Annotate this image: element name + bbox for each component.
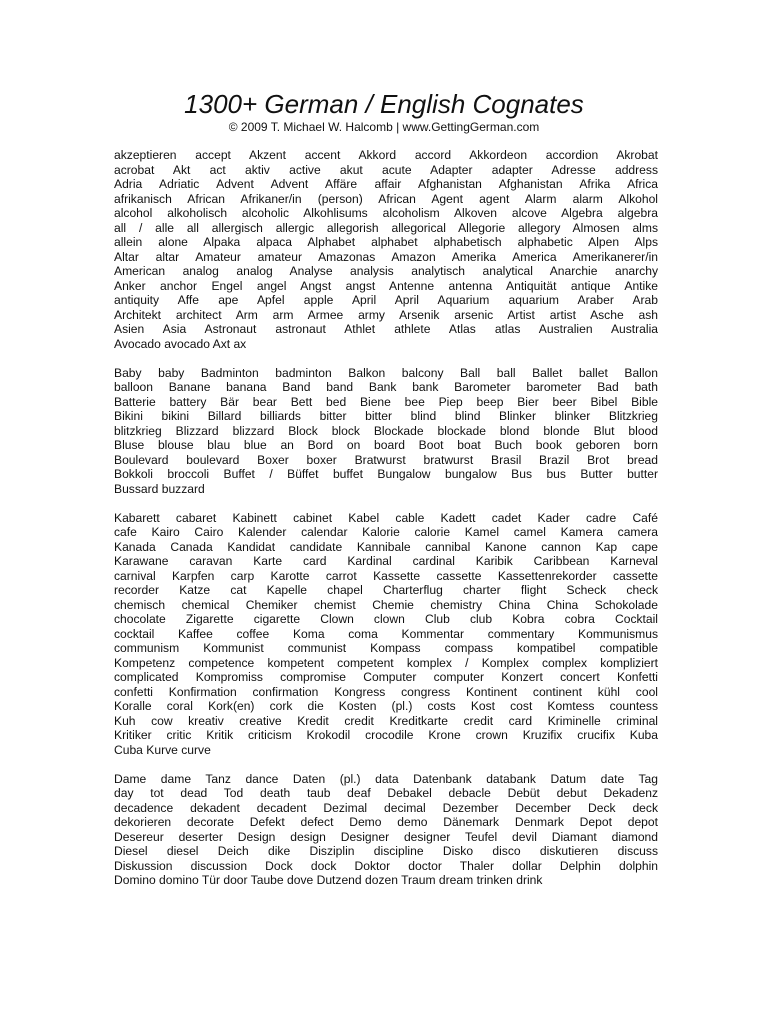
text-line: recorder Katze cat Kapelle chapel Charterflug charter flight Scheck check (114, 583, 658, 597)
page-title: 1300+ German / English Cognates (184, 89, 584, 119)
text-line: Cuba Kurve curve (114, 742, 211, 757)
text-line: chemisch chemical Chemiker chemist Chemie chemistry China China Schokolade (114, 597, 658, 612)
text-line: Diskussion discussion Dock dock Doktor doctor Thaler dollar Delphin dolphin (114, 858, 658, 873)
text-line: Baby baby Badminton badminton Balkon balcony Ball ball Ballet ballet Ballon (114, 365, 658, 380)
text-line: antiquity Affe ape Apfel apple April April Aquarium aquarium Araber Arab (114, 293, 658, 307)
text-line: American analog analog Analyse analysis analytisch analytical Anarchie anarchy (114, 264, 658, 278)
text-line: carnival Karpfen carp Karotte carrot Kassette cassette Kassettenrekorder cassette (114, 568, 658, 583)
text-line: Diesel diesel Deich dike Disziplin discipline Disko disco diskutieren discuss (114, 844, 658, 858)
text-line: allein alone Alpaka alpaca Alphabet alphabet alphabetisch alphabetic Alpen Alps (114, 235, 658, 249)
text-line: balloon Banane banana Band band Bank bank Barometer barometer Bad bath (114, 380, 658, 394)
text-line: all / alle all allergisch allergic allegorish allegorical Allegorie allegory Almosen alms (114, 220, 658, 235)
text-line: acrobat Akt act aktiv active akut acute Adapter adapter Adresse address (114, 162, 658, 177)
cognate-paragraph (114, 772, 658, 888)
text-line: Boulevard boulevard Boxer boxer Bratwurst bratwurst Brasil Brazil Brot bread (114, 452, 658, 467)
text-line: confetti Konfirmation confirmation Kongress congress Kontinent continent kühl cool (114, 684, 658, 699)
text-line: Architekt architect Arm arm Armee army Arsenik arsenic Artist artist Asche ash (114, 307, 658, 322)
text-line: Bokkoli broccoli Buffet / Büffet buffet Bungalow bungalow Bus bus Butter butter (114, 467, 658, 481)
text-line: Batterie battery Bär bear Bett bed Biene bee Piep beep Bier beer Bibel Bible (114, 394, 658, 409)
text-line: Desereur deserter Design design Designer designer Teufel devil Diamant diamond (114, 829, 658, 844)
text-line: Kuh cow kreativ creative Kredit credit Kreditkarte credit card Kriminelle criminal (114, 713, 658, 728)
text-line: Bluse blouse blau blue an Bord on board Boot boat Buch book geboren born (114, 438, 658, 452)
document-body (114, 148, 658, 902)
text-line: dekorieren decorate Defekt defect Demo demo Dänemark Denmark Depot depot (114, 815, 658, 829)
text-line: Avocado avocado Axt ax (114, 336, 247, 351)
cognate-paragraph (114, 366, 658, 497)
text-line: Kritiker critic Kritik criticism Krokodil crocodile Krone crown Kruzifix crucifix Kuba (114, 728, 658, 742)
text-line: alcohol alkoholisch alcoholic Alkohlisums alcoholism Alkoven alcove Algebra algebra (114, 206, 658, 220)
text-line: cafe Kairo Cairo Kalender calendar Kalorie calorie Kamel camel Kamera camera (114, 525, 658, 539)
text-line: Altar altar Amateur amateur Amazonas Amazon Amerika America Amerikanerer/in (114, 249, 658, 264)
text-line: Dame dame Tanz dance Daten (pl.) data Datenbank databank Datum date Tag (114, 771, 658, 786)
text-line: Kabarett cabaret Kabinett cabinet Kabel cable Kadett cadet Kader cadre Café (114, 510, 658, 525)
text-line: blitzkrieg Blizzard blizzard Block block Blockade blockade blond blonde Blut blood (114, 423, 658, 438)
text-line: Asien Asia Astronaut astronaut Athlet athlete Atlas atlas Australien Australia (114, 322, 658, 336)
text-line: Kanada Canada Kandidat candidate Kannibale cannibal Kanone cannon Kap cape (114, 539, 658, 554)
text-line: complicated Kompromiss compromise Computer computer Konzert concert Konfetti (114, 670, 658, 684)
text-line: Anker anchor Engel angel Angst angst Antenne antenna Antiquität antique Antike (114, 278, 658, 293)
text-line: Bussard buzzard (114, 481, 205, 496)
text-line: cocktail Kaffee coffee Koma coma Kommentar commentary Kommunismus (114, 626, 658, 641)
text-line: chocolate Zigarette cigarette Clown clown Club club Kobra cobra Cocktail (114, 612, 658, 626)
text-line: Bikini bikini Billard billiards bitter bitter blind blind Blinker blinker Blitzkrieg (114, 409, 658, 423)
text-line: Karawane caravan Karte card Kardinal cardinal Karibik Caribbean Karneval (114, 554, 658, 568)
text-line: communism Kommunist communist Kompass compass kompatibel compatible (114, 641, 658, 655)
page-subtitle: © 2009 T. Michael W. Halcomb | www.GettingGerman.com (228, 120, 540, 134)
text-line: akzeptieren accept Akzent accent Akkord accord Akkordeon accordion Akrobat (114, 148, 658, 162)
cognate-paragraph (114, 511, 658, 758)
text-line: decadence dekadent decadent Dezimal decimal Dezember December Deck deck (114, 800, 658, 815)
text-line: Koralle coral Kork(en) cork die Kosten (pl.) costs Kost cost Komtess countess (114, 699, 658, 713)
cognate-paragraph (114, 148, 658, 351)
text-line: day tot dead Tod death taub deaf Debakel debacle Debüt debut Dekadenz (114, 786, 658, 800)
text-line: afrikanisch African Afrikaner/in (person) African Agent agent Alarm alarm Alkohol (114, 191, 658, 206)
text-line: Domino domino Tür door Taube dove Dutzend dozen Traum dream trinken drink (114, 873, 543, 887)
text-line: Kompetenz competence kompetent competent komplex / Komplex complex kompliziert (114, 655, 658, 670)
text-line: Adria Adriatic Advent Advent Affäre affair Afghanistan Afghanistan Afrika Africa (114, 177, 658, 191)
